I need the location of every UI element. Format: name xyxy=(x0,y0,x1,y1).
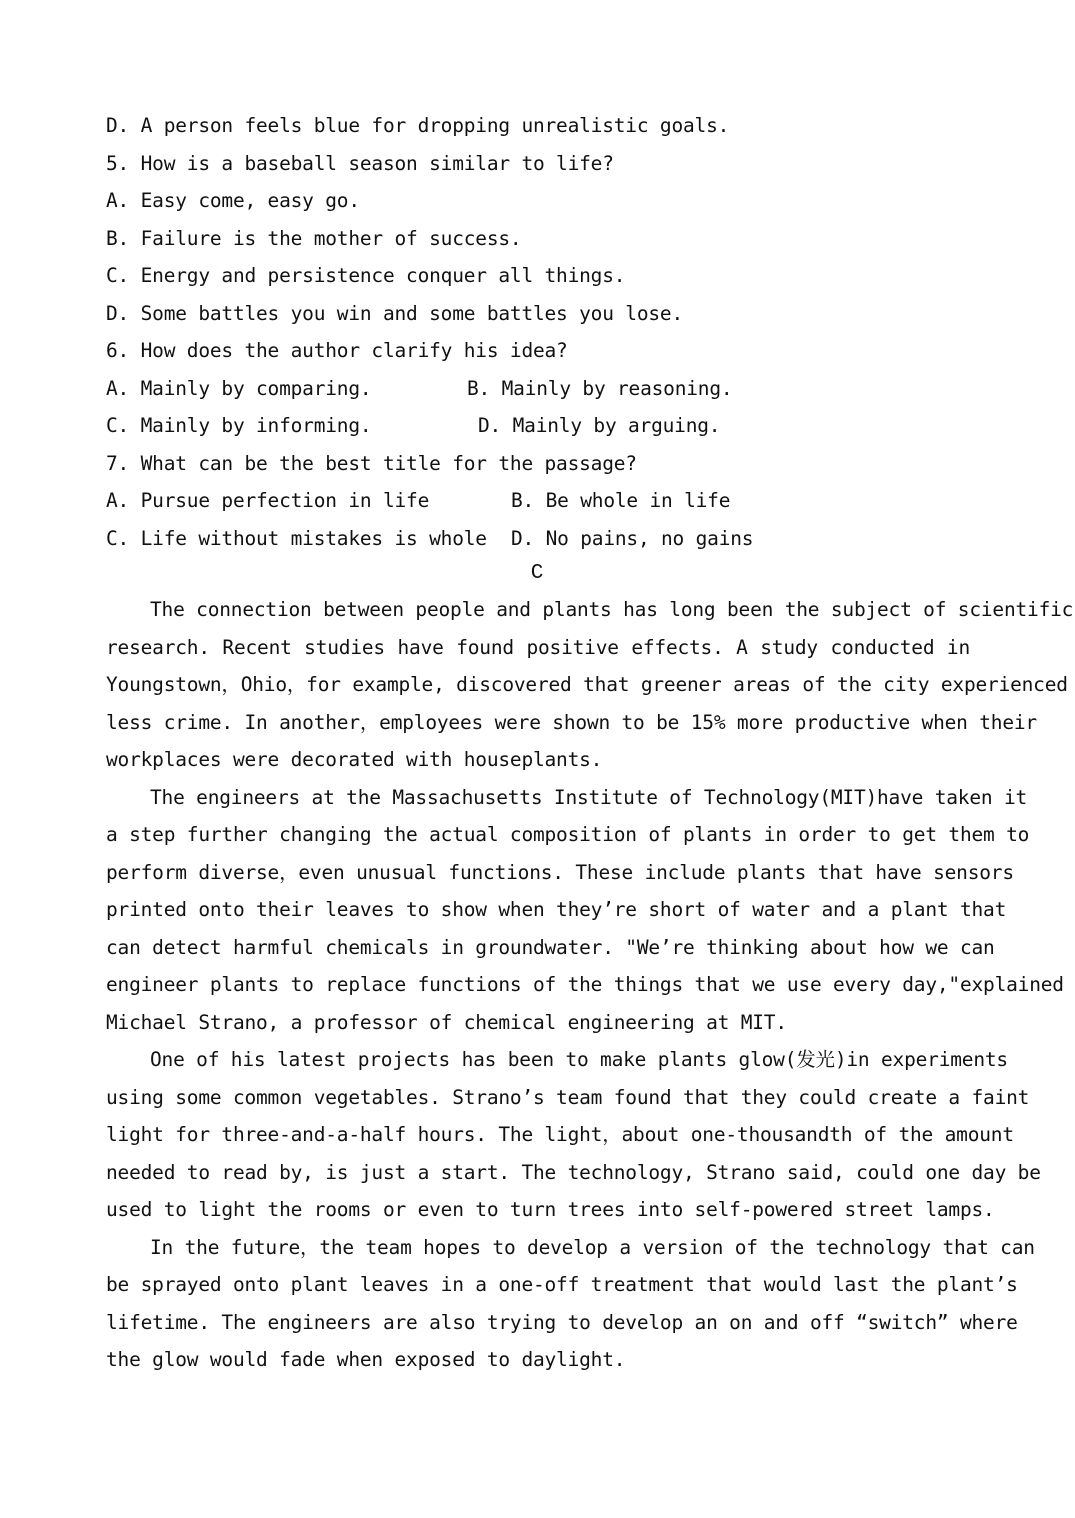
question-6-option-c: C. Mainly by informing. xyxy=(106,414,372,437)
question-7-options-row-2 xyxy=(106,520,1036,558)
paragraph-line: the glow would fade when exposed to daylight. xyxy=(106,1348,626,1371)
paragraph-line: research. Recent studies have found positive effects. A study conducted in xyxy=(106,635,970,659)
question-5-option-b: B. Failure is the mother of success. xyxy=(106,226,522,250)
question-6-option-a: A. Mainly by comparing. xyxy=(106,376,372,400)
question-7-option-a: A. Pursue perfection in life xyxy=(106,489,430,512)
paragraph-line: be sprayed onto plant leaves in a one-off treatment that would last the plant’s xyxy=(106,1273,1018,1296)
paragraph-line: can detect harmful chemicals in groundwater. "We’re thinking about how we can xyxy=(106,935,995,959)
paragraph-line: Michael Strano, a professor of chemical engineering at MIT. xyxy=(106,1010,787,1034)
paragraph-line: The connection between people and plants has long been the subject of scientific xyxy=(150,598,1074,621)
paragraph-line: less crime. In another，employees were shown to be 15% more productive when their xyxy=(106,710,1037,734)
paragraph-line: used to light the rooms or even to turn trees into self-powered street lamps. xyxy=(106,1198,995,1221)
passage-paragraph-4 xyxy=(106,1229,1036,1379)
paragraph-line: The engineers at the Massachusetts Institute of Technology(MIT)have taken it xyxy=(150,785,1028,809)
question-7-option-b: B. Be whole in life xyxy=(511,489,731,512)
question-5-stem: 5. How is a baseball season similar to life? xyxy=(106,151,614,175)
paragraph-line: workplaces were decorated with houseplants. xyxy=(106,748,603,771)
question-6-options-row-1 xyxy=(106,370,1036,408)
paragraph-line: engineer plants to replace functions of the things that we use every day,"explained xyxy=(106,973,1064,996)
passage-paragraph-2 xyxy=(106,779,1064,1042)
paragraph-line: One of his latest projects has been to make plants glow(发光)in experiments xyxy=(150,1048,1008,1071)
question-5-option-d: D. Some battles you win and some battles you lose. xyxy=(106,301,683,325)
question-6-option-d: D. Mainly by arguing. xyxy=(478,414,721,437)
question-4-option-d: D. A person feels blue for dropping unrealistic goals. xyxy=(106,114,730,137)
paragraph-line: Youngstown，Ohio，for example, discovered that greener areas of the city experienced xyxy=(106,673,1068,696)
question-7-stem: 7. What can be the best title for the passage? xyxy=(106,451,637,475)
question-5-option-a: A. Easy come, easy go. xyxy=(106,189,360,212)
question-7-options-row-1 xyxy=(106,482,1036,520)
passage-paragraph-1 xyxy=(106,591,1074,779)
paragraph-line: light for three-and-a-half hours. The light，about one-thousandth of the amount xyxy=(106,1123,1014,1146)
question-5-option-c: C. Energy and persistence conquer all things. xyxy=(106,264,626,287)
question-7-option-c: C. Life without mistakes is whole xyxy=(106,526,487,550)
section-heading: C xyxy=(530,562,544,585)
paragraph-line: In the future，the team hopes to develop a version of the technology that can xyxy=(150,1235,1035,1259)
page-content xyxy=(106,107,1074,1379)
question-6-option-b: B. Mainly by reasoning. xyxy=(467,376,733,400)
paragraph-line: a step further changing the actual composition of plants in order to get them to xyxy=(106,823,1030,846)
paragraph-line: lifetime. The engineers are also trying to develop an on and off “switch” where xyxy=(106,1310,1018,1334)
passage-paragraph-3 xyxy=(106,1041,1041,1229)
question-6-options-row-2 xyxy=(106,407,1036,445)
paragraph-line: needed to read by, is just a start. The technology, Strano said, could one day be xyxy=(106,1160,1041,1184)
paragraph-line: using some common vegetables. Strano’s team found that they could create a faint xyxy=(106,1085,1030,1109)
question-7-option-d: D. No pains, no gains xyxy=(511,526,754,550)
paragraph-line: printed onto their leaves to show when they’re short of water and a plant that xyxy=(106,898,1007,921)
question-6-stem: 6. How does the author clarify his idea? xyxy=(106,339,568,362)
paragraph-line: perform diverse，even unusual functions. These include plants that have sensors xyxy=(106,860,1014,884)
